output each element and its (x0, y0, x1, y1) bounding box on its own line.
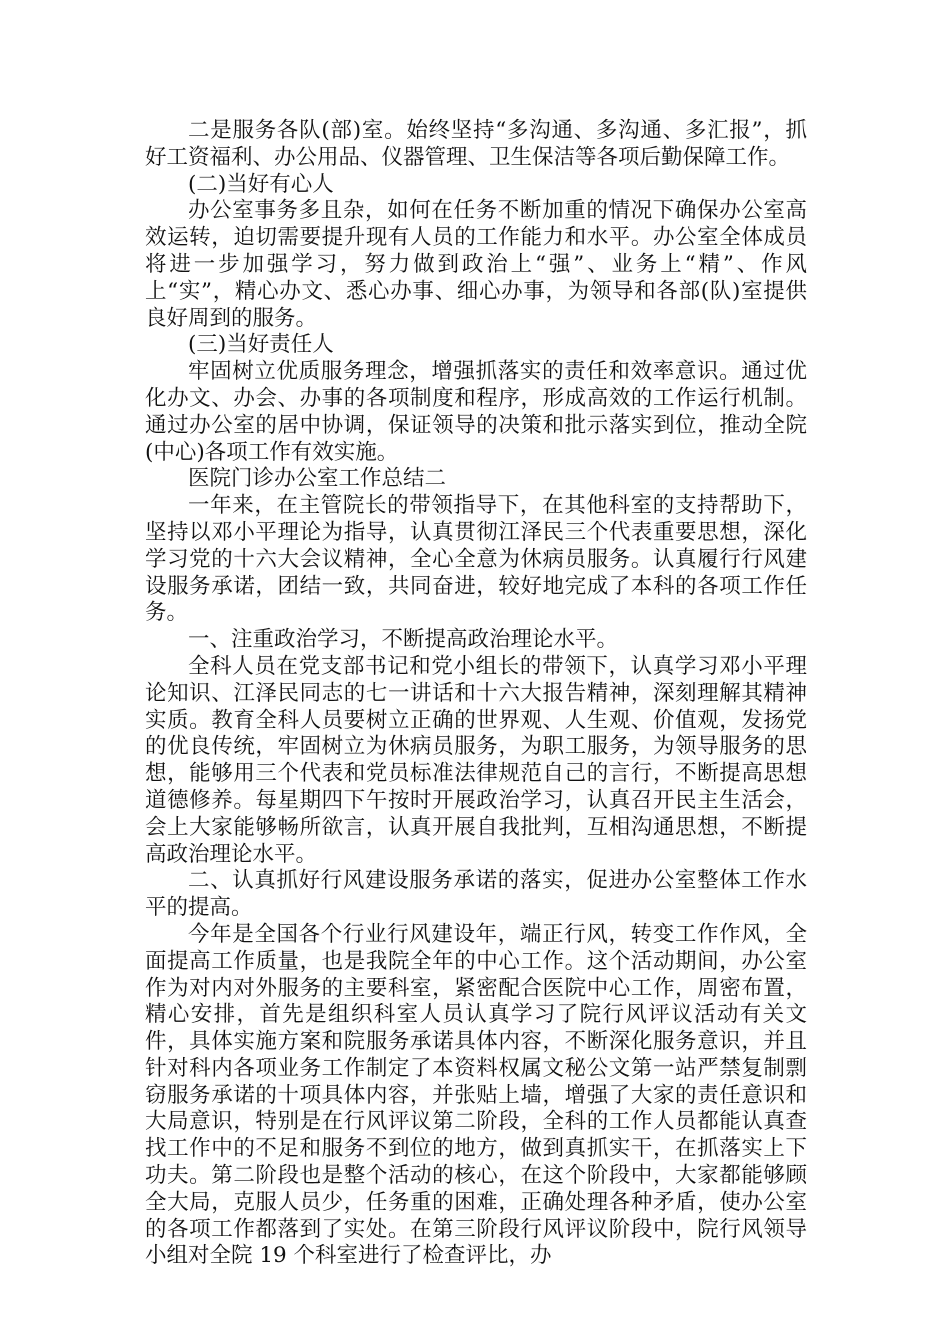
section-heading-responsible: (三)当好责任人 (188, 332, 334, 358)
paragraph-year-summary: 一年来，在主管院长的带领指导下，在其他科室的支持帮助下，坚持以邓小平理论为指导，认真贯彻江泽民三个代表重要思想，深化学习党的十六大会议精神，全心全意为休病员服务。认真履行行风建设服务承诺，团结一致，共同奋进，较好地完成了本科的各项工作任务。 (145, 493, 807, 626)
paragraph-political-study: 全科人员在党支部书记和党小组长的带领下，认真学习邓小平理论知识、江泽民同志的七一讲话和十六大报告精神，深刻理解其精神实质。教育全科人员要树立正确的世界观、人生观、价值观，发扬党的优良传统，牢固树立为休病员服务，为职工服务，为领导服务的思想，能够用三个代表和党员标准法律规范自己的言行，不断提高思想道德修养。每星期四下午按时开展政治学习，认真召开民主生活会，会上大家能够畅所欲言，认真开展自我批判，互相沟通思想，不断提高政治理论水平。 (145, 653, 807, 867)
paragraph-conduct-year: 今年是全国各个行业行风建设年，端正行风，转变工作作风，全面提高工作质量，也是我院全年的中心工作。这个活动期间，办公室作为对内对外服务的主要科室，紧密配合医院中心工作，周密布置，精心安排，首先是组织科室人员认真学习了院行风评议活动有关文件，具体实施方案和院服务承诺具体内容，不断深化服务意识，并且针对科内各项业务工作制定了本资料权属文秘公文第一站严禁复制剽窃服务承诺的十项具体内容，并张贴上墙，增强了大家的责任意识和大局意识，特别是在行风评议第二阶段，全科的工作人员都能认真查找工作中的不足和服务不到位的地方，做到真抓实干，在抓落实上下功夫。第二阶段也是整个活动的核心，在这个阶段中，大家都能够顾全大局，克服人员少，任务重的困难，正确处理各种矛盾，使办公室的各项工作都落到了实处。在第三阶段行风评议阶段中，院行风领导小组对全院 19 个科室进行了检查评比，办 (145, 921, 807, 1269)
section-heading-attentive: (二)当好有心人 (188, 171, 334, 197)
paragraph-office-affairs: 办公室事务多且杂，如何在任务不断加重的情况下确保办公室高效运转，迫切需要提升现有人员的工作能力和水平。办公室全体成员将进一步加强学习，努力做到政治上“强”、业务上“精”、作风上“实”，精心办文、悉心办事、细心办事，为领导和各部(队)室提供良好周到的服务。 (145, 198, 807, 331)
document-subtitle: 医院门诊办公室工作总结二 (188, 466, 447, 492)
paragraph-service-concept: 牢固树立优质服务理念，增强抓落实的责任和效率意识。通过优化办文、办会、办事的各项制度和程序，形成高效的工作运行机制。通过办公室的居中协调，保证领导的决策和批示落实到位，推动全院(中心)各项工作有效实施。 (145, 359, 807, 465)
section-heading-political-study: 一、注重政治学习，不断提高政治理论水平。 (188, 627, 619, 653)
document-body (145, 118, 807, 1270)
section-heading-conduct: 二、认真抓好行风建设服务承诺的落实，促进办公室整体工作水平的提高。 (145, 868, 807, 921)
paragraph-service-departments: 二是服务各队(部)室。始终坚持“多沟通、多沟通、多汇报”，抓好工资福利、办公用品、仪器管理、卫生保洁等各项后勤保障工作。 (145, 118, 807, 170)
